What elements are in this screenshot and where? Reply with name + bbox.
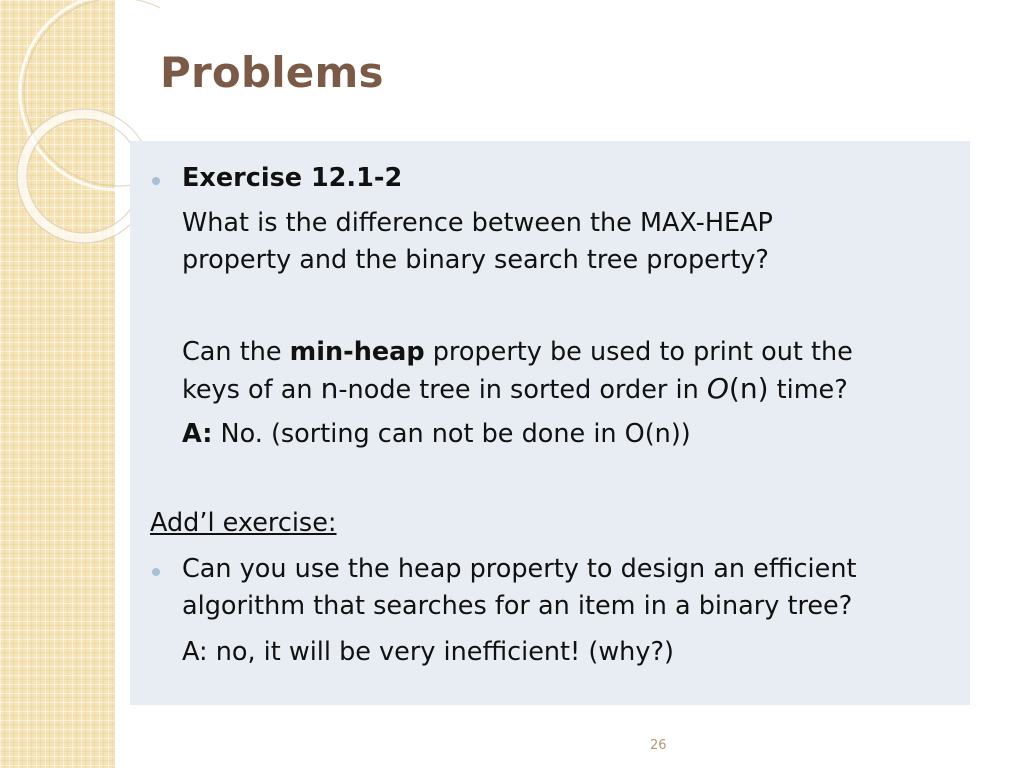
content-box — [130, 141, 970, 705]
slide-title: Problems — [160, 48, 384, 97]
question-2-line-1: Can the min-heap property be used to print out the — [182, 337, 853, 367]
addl-line-1: Can you use the heap property to design an efficient — [182, 554, 857, 584]
page-number: 26 — [650, 738, 667, 753]
question-line-2: property and the binary search tree property? — [182, 245, 769, 275]
exercise-heading: Exercise 12.1-2 — [182, 163, 403, 193]
answer-line: A: No. (sorting can not be done in O(n)) — [182, 419, 691, 449]
question-line-1: What is the difference between the MAX-HEAP — [182, 208, 773, 238]
addl-line-2: algorithm that searches for an item in a binary tree? — [182, 591, 853, 621]
bullet-icon — [152, 568, 160, 576]
bullet-icon — [152, 177, 160, 185]
addl-answer: A: no, it will be very inefficient! (why?) — [182, 637, 674, 667]
question-2-line-2: keys of an n-node tree in sorted order in O(n) time? — [182, 372, 848, 405]
addl-exercise-heading: Add’l exercise: — [150, 508, 337, 538]
